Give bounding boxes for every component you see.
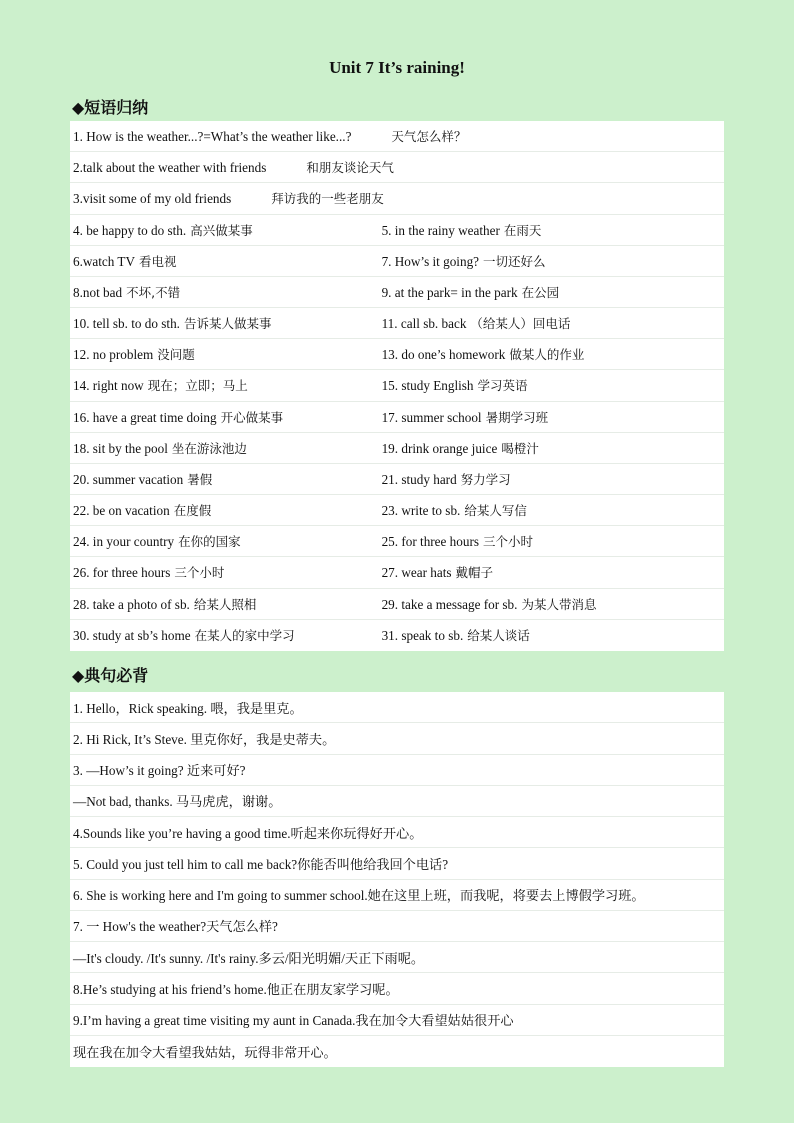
phrase-row <box>70 402 724 433</box>
phrase-chinese: 不坏,不错 <box>126 284 181 300</box>
phrase-item <box>379 283 724 301</box>
phrase-chinese: 拜访我的一些老朋友 <box>271 191 384 207</box>
phrase-item <box>379 470 724 488</box>
sentence-row <box>70 973 724 1004</box>
phrase-english: 29. take a message for sb. <box>381 596 518 612</box>
phrase-chinese: 在公园 <box>521 284 560 300</box>
phrase-chinese: 没问题 <box>157 347 195 363</box>
phrase-english: 20. summer vacation <box>73 471 184 487</box>
phrase-row <box>70 495 724 526</box>
phrase-item <box>70 345 379 363</box>
phrase-chinese: 在雨天 <box>503 222 542 238</box>
phrase-english: 17. summer school <box>381 409 482 425</box>
phrase-row <box>70 370 724 401</box>
phrase-english: 25. for three hours <box>381 534 479 550</box>
phrase-item <box>379 532 724 550</box>
phrase-item <box>379 314 724 332</box>
phrase-item <box>379 345 724 363</box>
phrase-item <box>379 501 724 519</box>
phrase-english: 1. How is the weather...?=What’s the weather like...? <box>73 129 352 145</box>
phrase-english: 8.not bad <box>73 284 123 300</box>
phrase-chinese: 为某人带消息 <box>521 596 597 612</box>
phrase-item <box>70 470 379 488</box>
phrase-english: 11. call sb. back <box>381 316 467 332</box>
phrase-item <box>70 532 379 550</box>
sentence-text: 9.I’m having a great time visiting my aunt in Canada.我在加令大看望姑姑很开心 <box>73 1013 514 1029</box>
phrase-row <box>70 620 724 651</box>
page-title: Unit 7 It’s raining! <box>329 58 465 77</box>
phrase-row <box>70 433 724 464</box>
phrase-chinese: 高兴做某事 <box>190 222 253 238</box>
sentence-row <box>70 692 724 723</box>
sentence-text: 3. —How’s it going? 近来可好? <box>73 763 246 779</box>
phrase-item <box>379 408 724 426</box>
phrase-chinese: 三个小时 <box>483 534 534 550</box>
sentence-row <box>70 1005 724 1036</box>
sentence-row <box>70 723 724 754</box>
phrase-chinese: 暑假 <box>187 471 213 487</box>
phrase-item <box>70 252 379 270</box>
phrase-chinese: 努力学习 <box>460 471 511 487</box>
sentence-text: 7. 一 How's the weather?天气怎么样? <box>73 919 278 935</box>
phrase-english: 4. be happy to do sth. <box>73 222 187 238</box>
section-heading-sentences: ◆典句必背 <box>72 666 149 685</box>
phrase-row <box>70 183 724 214</box>
phrase-english: 13. do one’s homework <box>381 347 506 363</box>
phrase-chinese: 喝橙汁 <box>501 440 539 456</box>
phrase-english: 21. study hard <box>381 471 457 487</box>
sentence-row <box>70 755 724 786</box>
phrase-chinese: 暑期学习班 <box>485 409 549 425</box>
sentence-row <box>70 1036 724 1067</box>
phrase-english: 6.watch TV <box>73 253 136 269</box>
phrase-row <box>70 152 724 183</box>
sentence-text: —It's cloudy. /It's sunny. /It's rainy.多云/阳光明媚/天正下雨呢。 <box>73 950 425 966</box>
phrase-chinese: 告诉某人做某事 <box>183 316 272 332</box>
phrase-chinese: 开心做某事 <box>220 409 284 425</box>
sentences-panel <box>70 692 724 1067</box>
phrase-english: 28. take a photo of sb. <box>73 596 190 612</box>
phrase-english: 19. drink orange juice <box>381 440 498 456</box>
phrase-chinese: 和朋友谈论天气 <box>306 160 394 176</box>
phrase-english: 12. no problem <box>73 347 154 363</box>
phrase-chinese: 戴帽子 <box>455 565 494 581</box>
phrase-chinese: 在某人的家中学习 <box>194 628 295 644</box>
phrase-chinese: 坐在游泳池边 <box>171 440 247 456</box>
phrase-row <box>70 121 724 152</box>
phrase-english: 14. right now <box>73 378 144 394</box>
phrase-item <box>70 626 379 644</box>
phrase-english: 31. speak to sb. <box>381 628 464 644</box>
phrase-chinese: 一切还好么 <box>483 253 546 269</box>
phrase-item <box>70 563 379 581</box>
phrase-item <box>70 127 723 145</box>
phrase-chinese: 在度假 <box>173 503 212 519</box>
phrase-english: 30. study at sb’s home <box>73 628 191 644</box>
phrase-english: 15. study English <box>381 378 474 394</box>
sentence-text: 4.Sounds like you’re having a good time.听起来你玩得好开心。 <box>73 825 423 841</box>
phrase-chinese: 三个小时 <box>174 565 225 581</box>
phrase-item <box>379 595 724 613</box>
sentence-row <box>70 880 724 911</box>
phrase-item <box>379 221 724 239</box>
phrase-english: 18. sit by the pool <box>73 440 168 456</box>
phrase-english: 3.visit some of my old friends <box>73 191 232 207</box>
sentence-row <box>70 848 724 879</box>
phrase-english: 23. write to sb. <box>381 503 461 519</box>
phrase-item <box>70 439 379 457</box>
phrase-item <box>379 439 724 457</box>
phrase-row <box>70 308 724 339</box>
phrase-english: 7. How’s it going? <box>381 253 480 269</box>
phrase-chinese: 给某人谈话 <box>467 628 530 644</box>
phrase-row <box>70 526 724 557</box>
phrase-chinese: 给某人写信 <box>464 503 527 519</box>
phrase-item <box>379 563 724 581</box>
phrase-english: 5. in the rainy weather <box>381 222 500 238</box>
phrase-item <box>70 376 379 394</box>
phrase-chinese: 现在；立即；马上 <box>147 378 248 394</box>
phrase-english: 9. at the park= in the park <box>381 284 518 300</box>
phrase-chinese: 在你的国家 <box>178 534 241 550</box>
phrase-item <box>379 376 724 394</box>
sentence-text: 5. Could you just tell him to call me back?你能否叫他给我回个电话? <box>73 856 449 872</box>
phrase-english: 24. in your country <box>73 534 175 550</box>
phrase-item <box>379 626 724 644</box>
phrase-chinese: 学习英语 <box>477 378 528 394</box>
sentence-text: 8.He’s studying at his friend’s home.他正在朋友家学习呢。 <box>73 981 399 997</box>
sentence-text: 1. Hello，Rick speaking. 喂，我是里克。 <box>73 700 303 716</box>
sentence-text: 2. Hi Rick, It’s Steve. 里克你好，我是史蒂夫。 <box>73 731 336 747</box>
phrase-english: 10. tell sb. to do sth. <box>73 316 180 332</box>
phrase-chinese: （给某人）回电话 <box>470 316 571 332</box>
section-heading-phrases: ◆短语归纳 <box>72 98 149 117</box>
phrase-row <box>70 339 724 370</box>
phrase-chinese: 做某人的作业 <box>509 347 585 363</box>
sentence-text: —Not bad, thanks. 马马虎虎，谢谢。 <box>73 794 282 810</box>
phrase-item <box>70 221 379 239</box>
phrases-panel <box>70 121 724 651</box>
phrase-item <box>70 189 723 207</box>
phrase-row <box>70 557 724 588</box>
phrase-item <box>70 158 723 176</box>
phrase-row <box>70 589 724 620</box>
sentence-row <box>70 817 724 848</box>
phrase-english: 26. for three hours <box>73 565 171 581</box>
phrase-item <box>70 408 379 426</box>
sentence-text: 6. She is working here and I'm going to summer school.她在这里上班，而我呢，将要去上博假学习班。 <box>73 888 645 904</box>
phrase-row <box>70 277 724 308</box>
phrase-chinese: 给某人照相 <box>193 596 257 612</box>
sentence-text: 现在我在加令大看望我姑姑，玩得非常开心。 <box>73 1044 337 1060</box>
phrase-english: 16. have a great time doing <box>73 409 217 425</box>
phrase-item <box>379 252 724 270</box>
sentence-row <box>70 942 724 973</box>
phrase-item <box>70 314 379 332</box>
phrase-chinese: 天气怎么样？ <box>391 129 467 145</box>
phrase-row <box>70 246 724 277</box>
sentence-row <box>70 786 724 817</box>
phrase-item <box>70 595 379 613</box>
phrase-item <box>70 283 379 301</box>
phrase-english: 22. be on vacation <box>73 503 170 519</box>
phrase-english: 27. wear hats <box>381 565 452 581</box>
phrase-item <box>70 501 379 519</box>
phrase-row <box>70 464 724 495</box>
phrase-row <box>70 215 724 246</box>
sentence-row <box>70 911 724 942</box>
phrase-chinese: 看电视 <box>139 253 177 269</box>
phrase-english: 2.talk about the weather with friends <box>73 160 267 176</box>
